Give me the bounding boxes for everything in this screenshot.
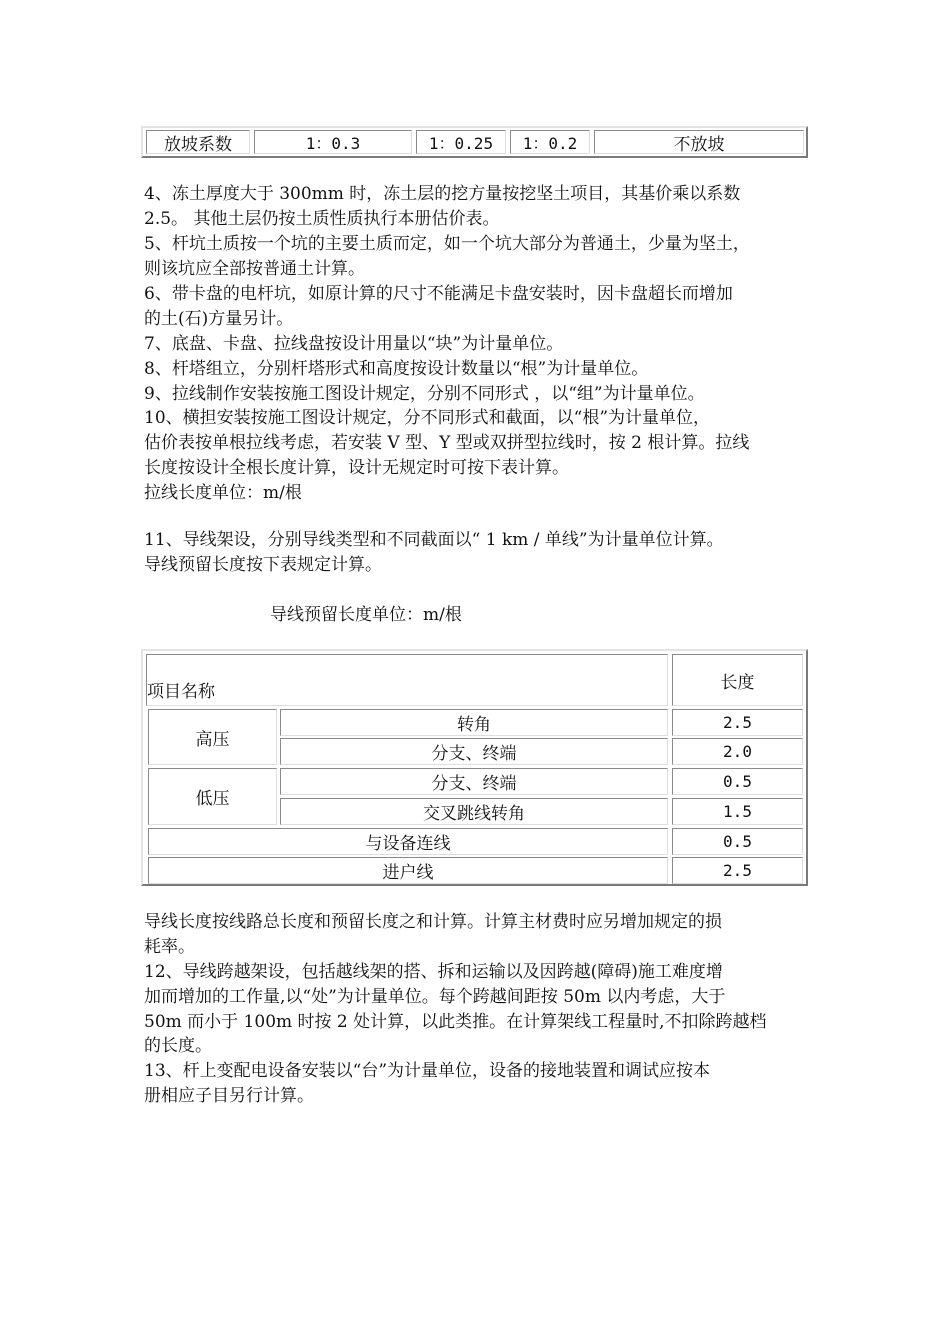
text-line: 9、拉线制作安装按施工图设计规定，分别不同形式 ，以“组”为计量单位。 <box>144 384 705 404</box>
paragraph-item-8 <box>144 357 824 382</box>
text-line: 7、底盘、卡盘、拉线盘按设计用量以“块”为计量单位。 <box>144 334 564 354</box>
paragraph-item-4 <box>144 182 824 232</box>
paragraph-item-13 <box>144 1059 824 1109</box>
paragraph-item-6 <box>144 282 824 332</box>
text-line: 50m 而小于 100m 时按 2 处计算，以此类推。在计算架线工程量时,不扣除跨越档 <box>144 1011 767 1032</box>
text-line: 13、杆上变配电设备安装以“台”为计量单位，设备的接地装置和调试应按本 <box>144 1061 711 1081</box>
length-cell: 2.5 <box>672 709 803 736</box>
slope-value-cell: 不放坡 <box>594 130 804 154</box>
slope-value-cell: 1：0.3 <box>254 130 412 154</box>
text-line: 长度按设计全根长度计算，设计无规定时可按下表计算。 <box>144 457 569 478</box>
length-cell: 0.5 <box>672 768 803 795</box>
item-cell: 分支、终端 <box>280 738 668 765</box>
slope-label-cell: 放坡系数 <box>146 130 250 154</box>
group-name-cell: 低压 <box>148 768 277 825</box>
text-line: 加而增加的工作量,以“处”为计量单位。每个跨越间距按 50m 以内考虑，大于 <box>144 986 726 1007</box>
reserve-length-table <box>141 649 808 886</box>
stay-wire-unit-note <box>144 481 824 506</box>
text-line: 则该坑应全部按普通土计算。 <box>144 258 365 279</box>
paragraph-item-9 <box>144 382 824 407</box>
length-cell: 0.5 <box>672 828 803 855</box>
paragraph-item-10 <box>144 406 824 480</box>
header-item-name <box>146 654 668 706</box>
text-line: 耗率。 <box>144 936 195 957</box>
reserve-table-caption <box>270 603 670 628</box>
text-line: 册相应子目另行计算。 <box>144 1085 314 1106</box>
paragraph-item-11 <box>144 528 824 578</box>
text-line: 的长度。 <box>144 1036 212 1057</box>
text-line: 4、冻土厚度大于 300mm 时，冻土层的挖方量按挖坚土项目，其基价乘以系数 <box>144 184 741 204</box>
text-line: 2.5。 其他土层仍按土质性质执行本册估价表。 <box>144 208 500 229</box>
header-length: 长度 <box>672 654 803 706</box>
length-cell: 1.5 <box>672 798 803 825</box>
text-line: 5、杆坑土质按一个坑的主要土质而定，如一个坑大部分为普通土，少量为坚土， <box>144 234 750 254</box>
item-cell: 分支、终端 <box>280 768 668 795</box>
slope-value-cell: 1：0.25 <box>416 130 506 154</box>
text-line: 导线预留长度按下表规定计算。 <box>144 554 382 575</box>
text-line: 11、导线架设，分别导线类型和不同截面以“ 1 km / 单线”为计量单位计算。 <box>144 530 724 550</box>
item-cell: 与设备连线 <box>148 828 668 855</box>
item-cell: 进户线 <box>148 857 668 884</box>
paragraph-item-5 <box>144 232 824 282</box>
paragraph-item-7 <box>144 332 824 357</box>
paragraph-conductor-length <box>144 910 824 960</box>
header-item-name-text: 项目名称 <box>147 682 215 702</box>
caption-text: 导线预留长度单位：m/根 <box>270 605 462 625</box>
text-line: 8、杆塔组立，分别杆塔形式和高度按设计数量以“根”为计量单位。 <box>144 359 649 379</box>
item-cell: 转角 <box>280 709 668 736</box>
text-line: 10、横担安装按施工图设计规定，分不同形式和截面，以“根”为计量单位， <box>144 408 711 428</box>
text-line: 估价表按单根拉线考虑，若安装 V 型、Y 型或双拼型拉线时，按 2 根计算。拉线 <box>144 432 750 453</box>
group-name-cell: 高压 <box>148 709 277 765</box>
text-line: 6、带卡盘的电杆坑，如原计算的尺寸不能满足卡盘安装时，因卡盘超长而增加 <box>144 284 733 304</box>
paragraph-item-12 <box>144 960 824 1059</box>
text-line: 12、导线跨越架设，包括越线架的搭、拆和运输以及因跨越(障碍)施工难度增 <box>144 962 723 982</box>
item-cell: 交叉跳线转角 <box>280 798 668 825</box>
slope-value-cell: 1：0.2 <box>510 130 590 154</box>
length-cell: 2.0 <box>672 738 803 765</box>
length-cell: 2.5 <box>672 857 803 884</box>
slope-coefficient-table <box>141 126 808 158</box>
text-line: 的土(石)方量另计。 <box>144 308 294 329</box>
text-line: 拉线长度单位：m/根 <box>144 483 302 503</box>
text-line: 导线长度按线路总长度和预留长度之和计算。计算主材费时应另增加规定的损 <box>144 912 722 932</box>
